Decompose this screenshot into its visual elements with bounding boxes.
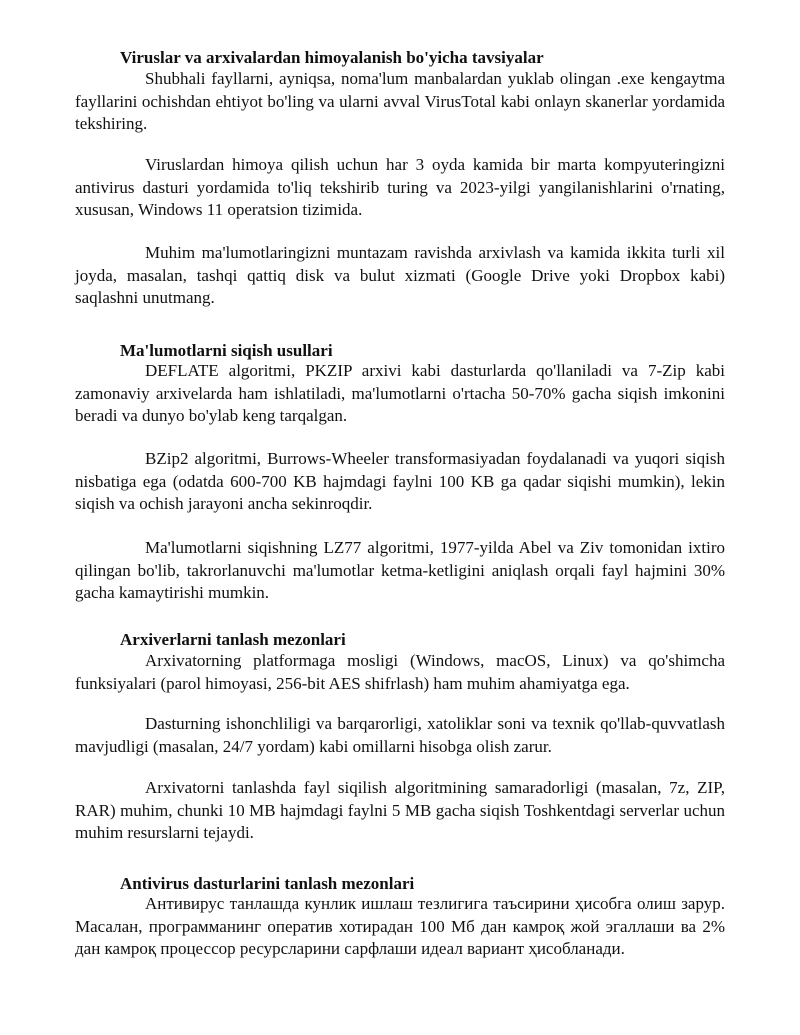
paragraph: Антивирус танлашда кунлик ишлаш тезлигига таъсирини ҳисобга олиш зарур. Масалан, программанинг оператив хотирадан 100 Мб дан камроқ жой эгаллаши ва 2% дан камроқ процессор ресурсларини сарфлаши идеал вариант ҳисобланади. (75, 894, 725, 958)
paragraph: Muhim ma'lumotlaringizni muntazam ravishda arxivlash va kamida ikkita turli xil joyda, masalan, tashqi qattiq disk va bulut xizmati (Google Drive yoki Dropbox kabi) saqlashni unutmang. (75, 243, 725, 307)
section-title-virus-protection: Viruslar va arxivalardan himoyalanish bo'yicha tavsiyalar (120, 48, 544, 67)
section-title-antivirus-criteria: Antivirus dasturlarini tanlash mezonlari (120, 874, 415, 893)
paragraph: DEFLATE algoritmi, PKZIP arxivi kabi dasturlarda qo'llaniladi va 7-Zip kabi zamonaviy arxivelarda ham ishlatiladi, ma'lumotlarni o'rtacha 50-70% gacha siqish imkonini beradi va dunyo bo'ylab keng tarqalgan. (75, 361, 725, 425)
section-title-archiver-criteria: Arxiverlarni tanlash mezonlari (120, 630, 346, 649)
paragraph: BZip2 algoritmi, Burrows-Wheeler transformasiyadan foydalanadi va yuqori siqish nisbatiga ega (odatda 600-700 KB hajmdagi faylni 100 KB ga qadar siqishi mumkin), lekin siqish va ochish jarayoni ancha sekinroqdir. (75, 449, 725, 513)
paragraph: Viruslardan himoya qilish uchun har 3 oyda kamida bir marta kompyuteringizni antivirus dasturi yordamida to'liq tekshirib turing va 2023-yilgi yangilanishlarini o'rnating, xususan, Windows 11 operatsion tizimida. (75, 155, 725, 219)
paragraph: Arxivatorni tanlashda fayl siqilish algoritmining samaradorligi (masalan, 7z, ZIP, RAR) muhim, chunki 10 MB hajmdagi faylni 5 MB gacha siqish Toshkentdagi serverlar uchun muhim resurslarni tejaydi. (75, 778, 725, 842)
section-title-compression-methods: Ma'lumotlarni siqish usullari (120, 341, 333, 360)
paragraph: Ma'lumotlarni siqishning LZ77 algoritmi, 1977-yilda Abel va Ziv tomonidan ixtiro qilingan bo'lib, takrorlanuvchi ma'lumotlar ketma-ketligini aniqlash orqali fayl hajmini 30% gacha kamaytirishi mumkin. (75, 538, 725, 602)
paragraph: Shubhali fayllarni, ayniqsa, noma'lum manbalardan yuklab olingan .exe kengaytma fayllarini ochishdan ehtiyot bo'ling va ularni avval VirusTotal kabi onlayn skanerlar yordamida tekshiring. (75, 69, 725, 133)
paragraph: Arxivatorning platformaga mosligi (Windows, macOS, Linux) va qo'shimcha funksiyalari (parol himoyasi, 256-bit AES shifrlash) ham muhim ahamiyatga ega. (75, 651, 725, 693)
paragraph: Dasturning ishonchliligi va barqarorligi, xatoliklar soni va texnik qo'llab-quvvatlash mavjudligi (masalan, 24/7 yordam) kabi omillarni hisobga olish zarur. (75, 714, 725, 756)
